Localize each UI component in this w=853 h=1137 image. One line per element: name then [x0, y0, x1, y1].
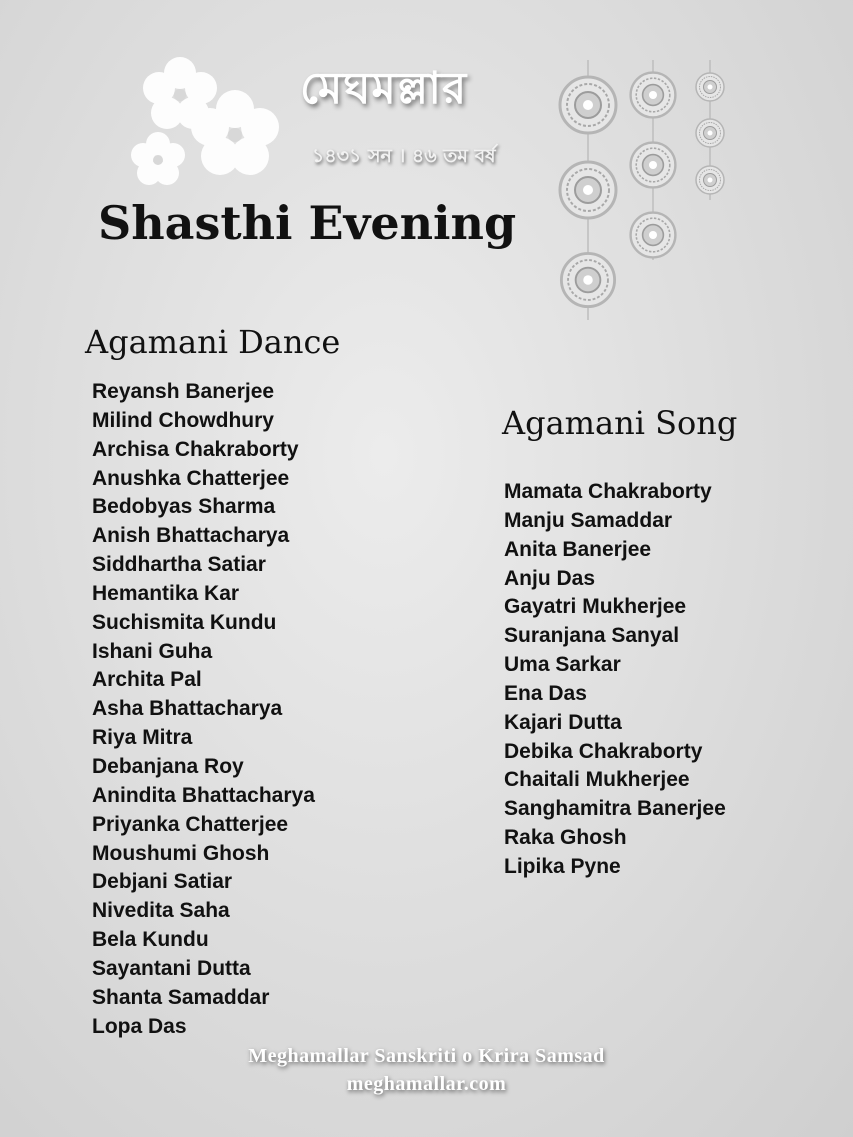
song-name-item: Suranjana Sanyal [504, 624, 680, 648]
dance-name-item: Asha Bhattacharya [92, 697, 283, 721]
dance-name-item: Suchismita Kundu [92, 610, 277, 634]
dance-name-item: Siddhartha Satiar [92, 553, 266, 577]
dance-name-item: Lopa Das [92, 1014, 187, 1038]
song-name-item: Mamata Chakraborty [504, 480, 712, 503]
song-name-item: Anita Banerjee [504, 537, 652, 561]
song-name-item: Anju Das [504, 566, 596, 590]
song-name-item: Kajari Dutta [504, 710, 622, 734]
dance-name-item: Nivedita Saha [92, 899, 230, 923]
dance-name-item: Ishani Guha [92, 639, 213, 663]
song-name-item: Sanghamitra Banerjee [504, 797, 726, 821]
song-name-item: Gayatri Mukherjee [504, 595, 687, 619]
dance-name-item: Archita Pal [92, 668, 202, 692]
song-name-item: Raka Ghosh [504, 826, 627, 850]
hanging-mandala-decoration-icon [550, 60, 740, 330]
footer-organization: Meghamallar Sanskriti o Krira Samsad [248, 1045, 605, 1067]
dance-name-item: Debjani Satiar [92, 870, 233, 894]
dance-name-item: Anindita Bhattacharya [92, 783, 315, 807]
flower-decoration-icon [120, 50, 300, 200]
dance-name-item: Anish Bhattacharya [92, 524, 290, 548]
dance-name-item: Milind Chowdhury [92, 408, 274, 432]
song-section-heading: Agamani Song [502, 404, 738, 442]
page-title: Shasthi Evening [98, 196, 517, 250]
dance-name-item: Debanjana Roy [92, 754, 244, 778]
dance-name-item: Priyanka Chatterjee [92, 812, 289, 836]
dance-name-item: Anushka Chatterjee [92, 466, 290, 490]
song-name-item: Debika Chakraborty [504, 739, 703, 763]
song-name-item: Manju Samaddar [504, 508, 673, 532]
dance-section-heading: Agamani Dance [85, 323, 341, 361]
dance-name-item: Riya Mitra [92, 726, 193, 750]
dance-name-item: Bela Kundu [92, 928, 209, 952]
dance-names-list [92, 378, 315, 1041]
dance-name-item: Moushumi Ghosh [92, 841, 270, 865]
footer-website: meghamallar.com [346, 1073, 507, 1095]
dance-name-item: Hemantika Kar [92, 581, 240, 605]
dance-name-item: Shanta Samaddar [92, 985, 270, 1009]
dance-name-item: Sayantani Dutta [92, 956, 251, 980]
song-name-item: Ena Das [504, 681, 587, 705]
song-names-list [504, 478, 726, 882]
dance-name-item: Archisa Chakraborty [92, 437, 299, 461]
dance-name-item: Bedobyas Sharma [92, 495, 276, 519]
logo-subtitle: ১৪৩১ সন । ৪৬ তম বর্ষ [312, 145, 496, 167]
song-name-item: Lipika Pyne [504, 854, 621, 878]
logo-text: মেঘমল্লার [300, 63, 468, 114]
song-name-item: Uma Sarkar [504, 653, 621, 677]
song-name-item: Chaitali Mukherjee [504, 768, 690, 792]
footer [0, 1042, 853, 1098]
dance-name-item: Reyansh Banerjee [92, 380, 275, 403]
